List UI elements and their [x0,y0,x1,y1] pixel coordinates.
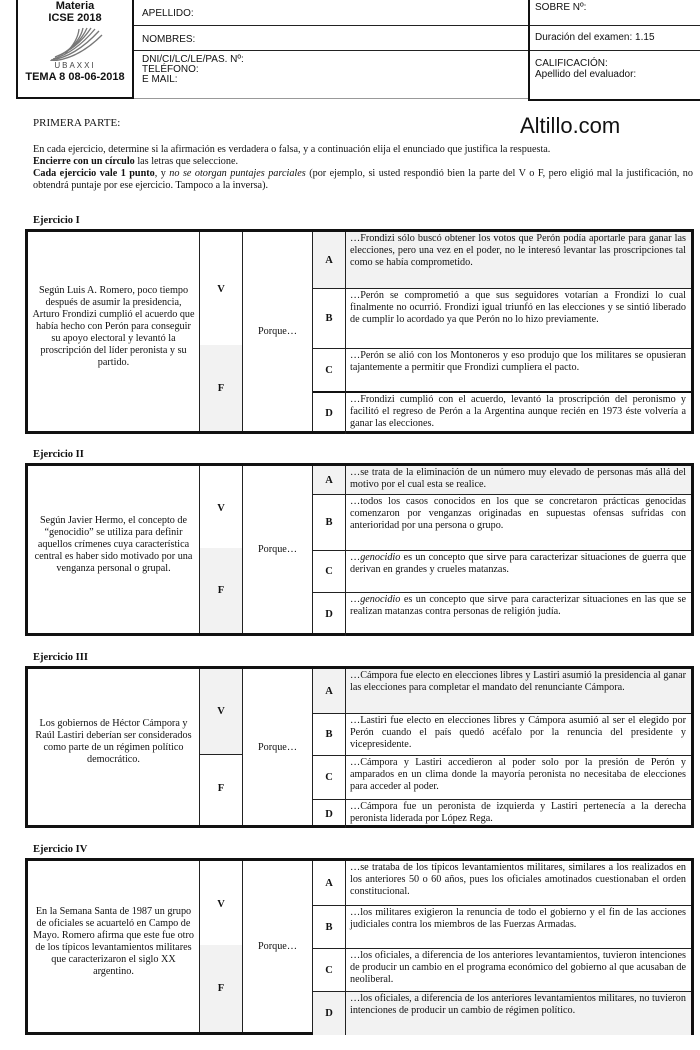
exercise-2-option-d[interactable]: D [313,592,346,636]
exercise-2-statement: Según Javier Hermo, el concepto de “genocidio” se utiliza para definir aquellos crímenes cuya característica central es haber sido motivado por una venganza personal o grupal. [28,466,200,633]
nombres-label: NOMBRES: [142,34,196,45]
exercise-4-porque: Porque… [243,861,313,1032]
exercise-2-option-a-text: …se trata de la eliminación de un número muy elevado de personas más allá del motivo por el cual esta se realice. [346,466,691,494]
exercise-4-option-a[interactable]: A [313,861,346,905]
telefono-label: TELÉFONO: [142,64,199,75]
exercise-2-option-b[interactable]: B [313,494,346,550]
option-text: es un concepto que sirve para caracterizar situaciones en las que se realizan matanzas contra personas de religión judía. [350,594,686,617]
exam-tema: TEMA 8 08-06-2018 [25,71,125,83]
exercise-3-option-a-text: …Cámpora fue electo en elecciones libres y Lastiri asumió la presidencia al ganar las elecciones para completar el mandato del renunciante Cámpora. [346,669,691,713]
nombres-field[interactable] [134,26,528,51]
italic-term: genocidio [360,552,401,563]
exercise-2-porque: Porque… [243,466,313,633]
instruction-text: las letras que seleccione. [134,156,239,167]
exercise-4-table [25,858,694,1035]
exercise-4-option-d[interactable]: D [313,991,346,1035]
duracion-label: Duración del examen: 1.15 [535,32,655,43]
apellido-label: APELLIDO: [142,8,194,19]
duracion-info [530,26,700,51]
watermark: Altillo.com [520,113,621,138]
ubaxxi-logo-icon [45,27,105,61]
exercise-4-title: Ejercicio IV [33,844,88,855]
exercise-3-title: Ejercicio III [33,652,88,663]
logo-text: UBAXXI [54,61,96,70]
exercise-4-statement: En la Semana Santa de 1987 un grupo de oficiales se acuarteló en Campo de Mayo. Romero afirma que este fue otro de los típicos levantamientos militares que caracterizaron el siglo XX argentino. [28,861,200,1032]
sobre-label: SOBRE Nº: [535,2,587,13]
exercise-2-option-c-text [346,550,691,592]
exercise-3-option-d[interactable]: D [313,799,346,828]
exercise-4-option-b-text: …los militares exigieron la renuncia de todo el gobierno y el fin de las acciones judiciales contra los miembros de las Fuerzas Armadas. [346,905,691,948]
exercise-3-option-b[interactable]: B [313,713,346,755]
dni-label: DNI/CI/LC/LE/PAS. Nº: [142,54,244,65]
exercise-3-option-b-text: …Lastiri fue electo en elecciones libres y Cámpora asumió al ser el elegido por Perón cuando el país quedó acéfalo por la renuncia del presidente y vicepresidente. [346,713,691,755]
exercise-1-porque: Porque… [243,232,313,431]
exercise-2-option-c[interactable]: C [313,550,346,592]
exercise-2-false-option[interactable]: F [200,548,243,633]
exercise-1-option-c-text: …Perón se alió con los Montoneros y eso produjo que los militares se opusieran tajantemente a permitir que Frondizi cumpliera el pacto. [346,348,691,391]
exercise-1-title: Ejercicio I [33,215,80,226]
subject-box [16,0,134,99]
sobre-field[interactable] [530,0,700,26]
instruction-line-1: En cada ejercicio, determine si la afirmación es verdadera o falsa, y a continuación elija el enunciado que justifica la respuesta. [33,144,551,155]
instruction-text: (por ejemplo, si usted respondió bien la parte del V o F, pero eligió mal la justificación, no obtendrá puntaje por ese ejercicio. Tampoco a la inversa). [33,168,693,191]
exercise-4-option-b[interactable]: B [313,905,346,948]
option-text: es un concepto que sirve para caracterizar situaciones de guerra que derivan en grandes y crueles matanzas. [350,552,686,575]
exercise-3-option-a[interactable]: A [313,669,346,713]
instructions [33,144,693,192]
calificacion-label: CALIFICACIÓN: [535,58,608,69]
exam-info [528,0,700,101]
exercise-4-option-d-text: …los oficiales, a diferencia de los anteriores levantamientos militares, no tuvieron intenciones de producir un cambio de régimen político. [346,991,691,1035]
exercise-3-option-d-text: …Cámpora fue un peronista de izquierda y Lastiri pertenecía a la derecha peronista liderada por López Rega. [346,799,691,828]
exercise-1-option-a-text: …Frondizi sólo buscó obtener los votos que Perón podía aportarle para ganar las elecciones, pero una vez en el poder, no le interesó levantar las proscripciones tal como se había comprometido. [346,232,691,288]
exercise-1-true-option[interactable]: V [200,232,243,348]
exercise-2-option-d-text [346,592,691,636]
calificacion-field[interactable] [530,51,700,80]
exercise-2-title: Ejercicio II [33,449,84,460]
instruction-line-3 [33,168,693,192]
exercise-3-statement: Los gobiernos de Héctor Cámpora y Raúl Lastiri deberían ser considerados como parte de un régimen político democrático. [28,669,200,825]
ellipsis: … [350,594,361,605]
exercise-3-true-option[interactable]: V [200,669,243,755]
email-label: E MAIL: [142,74,178,85]
exercise-3-porque: Porque… [243,669,313,825]
italic-term: genocidio [360,594,401,605]
contact-fields[interactable] [134,51,528,97]
exercise-4-option-a-text: …se trataba de los típicos levantamientos militares, similares a los realizados en los anteriores 50 o 60 años, pues los oficiales amotinados cuestionaban el orden constitucional. [350,862,686,897]
exercise-1-option-d-text: …Frondizi cumplió con el acuerdo, levantó la proscripción del peronismo y facilitó el regreso de Perón a la Argentina aunque recién en 1973 éste volvería a ganar las elecciones. [346,391,691,434]
ellipsis: … [350,552,361,563]
exercise-4-option-c-text: …los oficiales, a diferencia de los anteriores levantamientos, tuvieron intenciones de producir un cambio en el programa económico del gobierno al que acusaban de neoliberal. [346,948,691,991]
exercise-1-statement: Según Luis A. Romero, poco tiempo después de asumir la presidencia, Arturo Frondizi cumplió el acuerdo que había hecho con Perón para conseguir su apoyo electoral y levantó la proscripción del líder peronista y su partido. [28,232,200,431]
exercise-4-true-option[interactable]: V [200,861,243,948]
exercise-4-false-option[interactable]: F [200,945,243,1032]
exercise-2-table [25,463,694,636]
instruction-line-2 [33,156,693,168]
instruction-bold: Cada ejercicio vale 1 punto [33,168,155,179]
exercise-1-option-b[interactable]: B [313,288,346,348]
exercise-3-false-option[interactable]: F [200,752,243,825]
instruction-text: , y [154,168,170,179]
instruction-bold: Encierre con un círculo [33,156,135,167]
exercise-4-option-c[interactable]: C [313,948,346,991]
exam-header [16,0,693,101]
exercise-3-table [25,666,694,828]
evaluador-label: Apellido del evaluador: [535,69,637,80]
exercise-2-true-option[interactable]: V [200,466,243,551]
exercise-1-option-b-text: …Perón se comprometió a que sus seguidores votarían a Frondizi lo cual finalmente no ocurrió. Frondizi igual triunfó en las elecciones y se sintió liberado de cumplir lo acordado ya que Perón no lo hizo previamente. [346,288,691,348]
exercise-1-table [25,229,694,434]
student-fields [134,0,528,99]
instruction-italic: no se otorgan puntajes parciales [169,168,306,179]
part-title: PRIMERA PARTE: [33,117,121,129]
subject-name: ICSE 2018 [48,12,102,24]
apellido-field[interactable] [134,0,528,26]
exercise-3-option-c-text: …Cámpora y Lastiri accedieron al poder solo por la presión de Perón y amparados en un clima donde la mayoría peronista no necesitaba de elecciones para acceder al poder. [346,755,691,799]
exercise-1-option-a[interactable]: A [313,232,346,288]
subject-label: Materia [55,0,95,12]
exercise-1-option-d[interactable]: D [313,391,346,434]
exercise-3-option-c[interactable]: C [313,755,346,799]
exercise-2-option-a[interactable]: A [313,466,346,494]
exercise-1-false-option[interactable]: F [200,345,243,431]
exercise-2-option-b-text: …todos los casos conocidos en los que se concretaron prácticas genocidas comenzaron por venganzas originadas en supuestas ofensas sufridas con anterioridad por una persona o grupo. [346,494,691,550]
exercise-1-option-c[interactable]: C [313,348,346,391]
